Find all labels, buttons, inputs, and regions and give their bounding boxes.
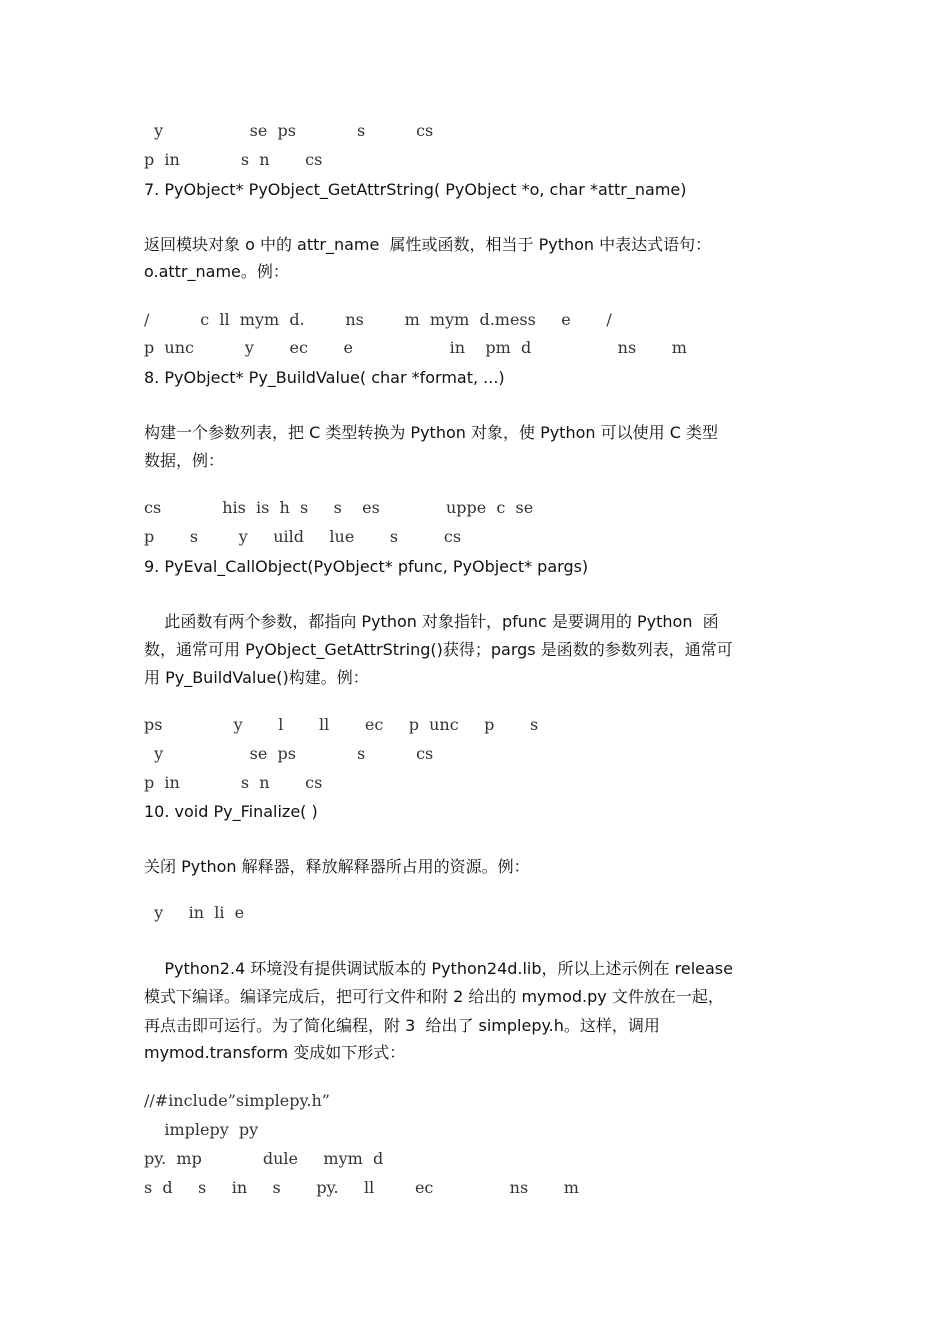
code-fragment-5: cs his is h s s es uppe c se <box>144 498 534 517</box>
code-fragment-7: ps y l ll ec p unc p s <box>144 715 539 734</box>
code-fragment-1: y se ps s cs <box>144 121 434 140</box>
paragraph-10: 关闭 Python 解释器，释放解释器所占用的资源。例： <box>144 857 530 876</box>
paragraph-9-line-3: 用 Py_BuildValue()构建。例： <box>144 668 369 687</box>
code-fragment-4: p unc y ec e in pm d ns m <box>144 338 687 357</box>
paragraph-8-line-1: 构建一个参数列表，把 C 类型转换为 Python 对象，使 Python 可以使用 C 类型 <box>144 423 718 442</box>
paragraph-7-line-1: 返回模块对象 o 中的 attr_name 属性或函数，相当于 Python 中表达式语句： <box>144 235 712 254</box>
paragraph-11-line-4: mymod.transform 变成如下形式： <box>144 1043 406 1062</box>
paragraph-11-line-3: 再点击即可运行。为了简化编程，附 3 给出了 simplepy.h。这样，调用 <box>144 1016 660 1035</box>
code-fragment-3: / c ll mym d. ns m mym d.mess e / <box>144 310 612 329</box>
paragraph-11-line-1: Python2.4 环境没有提供调试版本的 Python24d.lib，所以上述示例在 release <box>144 959 733 978</box>
code-fragment-12: implepy py <box>144 1120 259 1139</box>
section-heading-7: 7. PyObject* PyObject_GetAttrString( PyObject *o, char *attr_name) <box>144 180 687 199</box>
code-fragment-13: py. mp dule mym d <box>144 1149 384 1168</box>
section-heading-10: 10. void Py_Finalize( ) <box>144 802 318 821</box>
code-fragment-2: p in s n cs <box>144 150 323 169</box>
paragraph-9-line-2: 数，通常可用 PyObject_GetAttrString()获得；pargs 是函数的参数列表，通常可 <box>144 640 733 659</box>
section-heading-8: 8. PyObject* Py_BuildValue( char *format, ...) <box>144 368 505 387</box>
code-fragment-14: s d s in s py. ll ec ns m <box>144 1178 579 1197</box>
paragraph-8-line-2: 数据，例： <box>144 451 225 470</box>
paragraph-11-line-2: 模式下编译。编译完成后，把可行文件和附 2 给出的 mymod.py 文件放在一起， <box>144 987 724 1006</box>
code-fragment-10: y in li e <box>144 903 245 922</box>
code-fragment-11: //#include”simplepy.h” <box>144 1091 330 1110</box>
section-heading-9: 9. PyEval_CallObject(PyObject* pfunc, PyObject* pargs) <box>144 557 589 576</box>
paragraph-9-line-1: 此函数有两个参数，都指向 Python 对象指针，pfunc 是要调用的 Python 函 <box>144 612 719 631</box>
code-fragment-8: y se ps s cs <box>144 744 434 763</box>
code-fragment-6: p s y uild lue s cs <box>144 527 462 546</box>
paragraph-7-line-2: o.attr_name。例： <box>144 262 289 281</box>
code-fragment-9: p in s n cs <box>144 773 323 792</box>
